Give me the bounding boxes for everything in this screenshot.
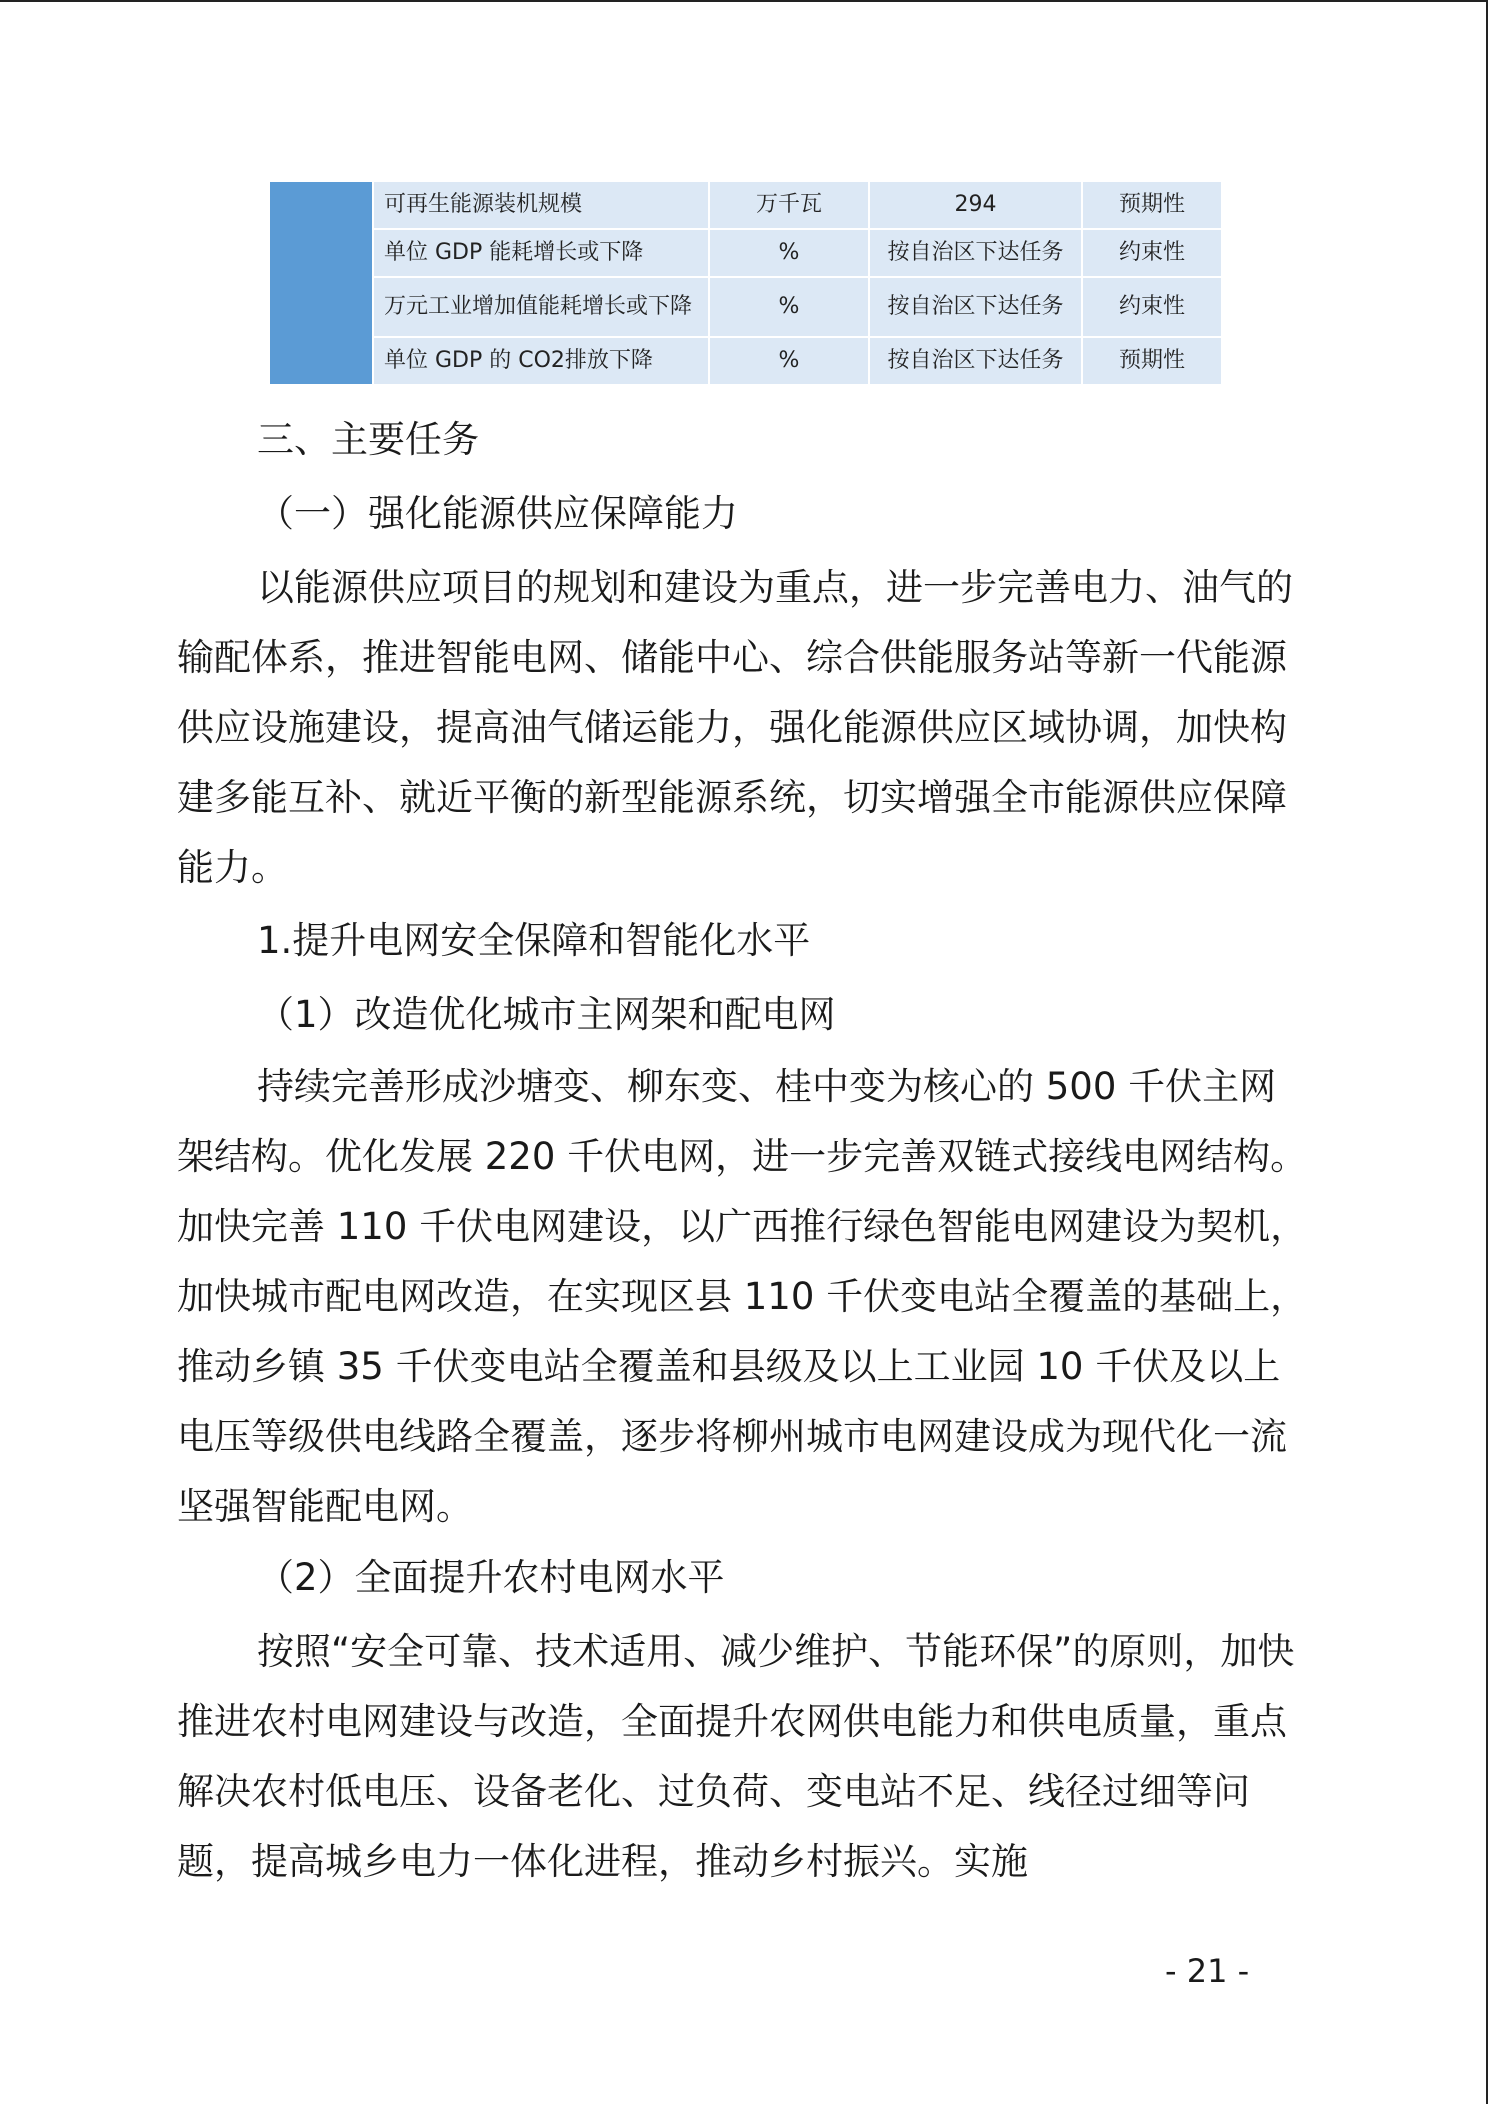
unit-cell: % bbox=[709, 337, 869, 385]
indicator-subscript: 2 bbox=[550, 348, 565, 373]
indicator-text-post: 排放下降 bbox=[564, 348, 653, 373]
table-row bbox=[269, 229, 1222, 277]
indicator-text-pre: 单位 GDP 的 CO bbox=[384, 348, 551, 373]
indicator-cell: 单位 GDP 能耗增长或下降 bbox=[373, 229, 709, 277]
unit-cell: % bbox=[709, 229, 869, 277]
item1-sub1-text: 持续完善形成沙塘变、柳东变、桂中变为核心的 500 千伏主网架结构。优化发展 220 千伏电网，进一步完善双链式接线电网结构。加快完善 110 千伏电网建设，以广西推行绿色智能电网建设为契机，加快城市配电网改造，在实现区县 110 千伏变电站全覆盖的基础上，推动乡镇 35 千伏变电站全覆盖和县级及以上工业园 10 千伏及以上电压等级供电线路全覆盖，逐步将柳州城市电网建设成为现代化一流坚强智能配电网。 bbox=[177, 1065, 1308, 1528]
item1-sub2-title: （2）全面提升农村电网水平 bbox=[257, 1556, 725, 1599]
table-row bbox=[269, 181, 1222, 229]
category-cell bbox=[269, 181, 373, 385]
subsection-heading: （一）强化能源供应保障能力 bbox=[257, 492, 738, 535]
page-number: - 21 - bbox=[1165, 1952, 1250, 1990]
table-row bbox=[269, 277, 1222, 337]
unit-cell: % bbox=[709, 277, 869, 337]
intro-text: 以能源供应项目的规划和建设为重点，进一步完善电力、油气的输配体系，推进智能电网、储能中心、综合供能服务站等新一代能源供应设施建设，提高油气储运能力，强化能源供应区域协调，加快构建多能互补、就近平衡的新型能源系统，切实增强全市能源供应保障能力。 bbox=[177, 566, 1293, 889]
section-heading: 三、主要任务 bbox=[257, 418, 479, 461]
target-cell: 294 bbox=[869, 181, 1082, 229]
item1-sub2-paragraph bbox=[177, 1617, 1312, 1897]
attribute-cell: 预期性 bbox=[1082, 181, 1222, 229]
target-cell: 按自治区下达任务 bbox=[869, 337, 1082, 385]
page-border-top bbox=[0, 0, 1488, 2]
attribute-cell: 预期性 bbox=[1082, 337, 1222, 385]
target-cell: 按自治区下达任务 bbox=[869, 277, 1082, 337]
indicator-table bbox=[268, 180, 1223, 386]
unit-cell: 万千瓦 bbox=[709, 181, 869, 229]
target-cell: 按自治区下达任务 bbox=[869, 229, 1082, 277]
table-row bbox=[269, 337, 1222, 385]
item1-sub2-text: 按照“安全可靠、技术适用、减少维护、节能环保”的原则，加快推进农村电网建设与改造，全面提升农网供电能力和供电质量，重点解决农村低电压、设备老化、过负荷、变电站不足、线径过细等问题，提高城乡电力一体化进程，推动乡村振兴。实施 bbox=[177, 1630, 1295, 1883]
indicator-cell bbox=[373, 337, 709, 385]
item1-sub1-paragraph bbox=[177, 1052, 1312, 1542]
attribute-cell: 约束性 bbox=[1082, 229, 1222, 277]
item1-title: 1.提升电网安全保障和智能化水平 bbox=[257, 919, 811, 962]
attribute-cell: 约束性 bbox=[1082, 277, 1222, 337]
intro-paragraph bbox=[177, 553, 1312, 903]
indicator-cell: 可再生能源装机规模 bbox=[373, 181, 709, 229]
item1-sub1-title: （1）改造优化城市主网架和配电网 bbox=[257, 993, 836, 1036]
indicator-cell: 万元工业增加值能耗增长或下降 bbox=[373, 277, 709, 337]
